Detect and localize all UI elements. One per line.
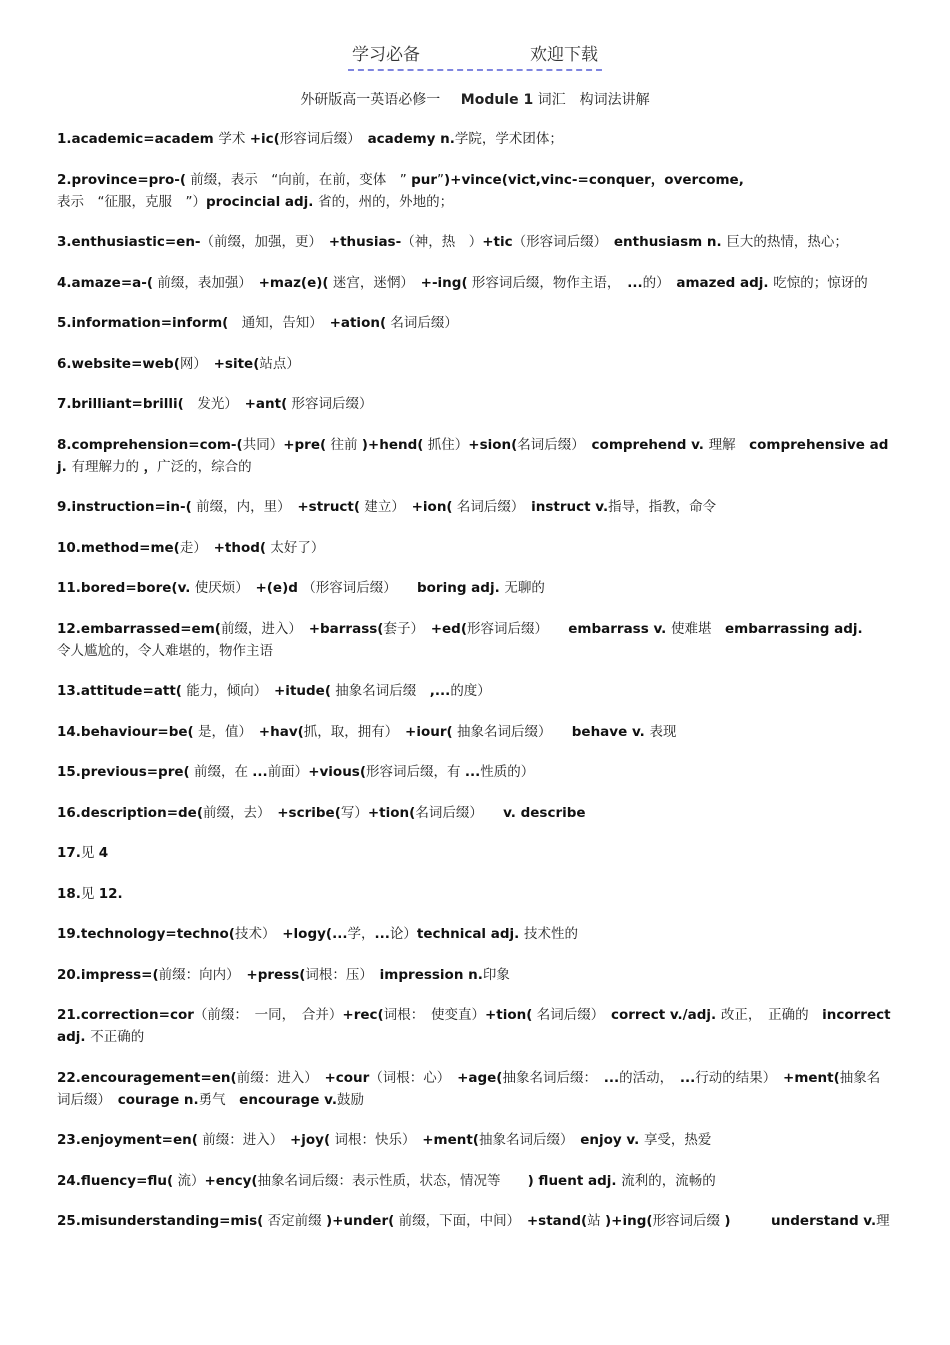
entry-term: 20.impress=( [57,966,159,983]
vocab-entry [57,1210,893,1232]
vocab-entry [57,923,893,945]
entry-gloss: 理 [876,1213,890,1229]
entry-gloss: 抽象名词后缀） [57,1069,881,1108]
entry-term: 24.fluency=flu( [57,1172,174,1189]
entry-term: impression n. [379,966,483,983]
entry-term: ) fluent adj. [527,1172,622,1189]
entry-term: ... [252,764,268,780]
entry-term: embarrassing adj. [725,620,868,637]
entry-gloss: ” [437,171,445,188]
entry-term: ) [724,1213,772,1229]
entry-gloss: 前缀，内，里） [191,499,298,515]
entry-gloss: 名词后缀） [386,315,458,331]
entry-term: )+vince(vict,vinc-=conquer，overcome, [444,171,744,188]
entry-term: +barrass( [308,620,384,637]
entry-gloss: 抓，取，拥有） [303,723,406,740]
entry-term: +ment( [783,1069,840,1086]
vocab-entry [57,272,893,294]
vocab-entry [57,618,893,662]
entry-term: +(e)d [255,580,298,596]
entry-term: 21.correction=cor [57,1007,194,1023]
entry-gloss: 抽象名词后缀： [502,1069,604,1086]
entry-term: +scribe( [277,804,341,821]
vocab-entry [57,496,893,518]
entry-term: 25.misunderstanding=mis( [57,1213,264,1229]
entry-term: enjoy v. [580,1132,644,1148]
entry-gloss: 抽象名词后缀 [331,683,430,699]
entry-gloss: 使厌烦） [190,580,256,596]
entry-gloss: 改正， 正确的 [720,1007,823,1023]
entry-term: 23.enjoyment=en( [57,1132,198,1148]
entry-term: 22.encouragement=en( [57,1069,237,1086]
vocab-entry [57,1129,893,1151]
entry-term: 7.brilliant=brilli( [57,396,184,412]
entry-term: instruct v. [531,499,609,515]
entry-gloss: 写） [340,804,368,821]
entry-gloss: 共同） [242,436,284,453]
entry-term: +itude( [274,683,331,699]
entry-term: boring adj. [416,580,505,596]
entry-term: 19.technology=techno( [57,926,235,942]
entry-gloss: 形容词后缀） [279,131,368,147]
entry-gloss: 名词后缀） [452,499,532,515]
entry-gloss: 形容词后缀，有 [366,764,465,780]
word-formation-list [57,128,893,1251]
entry-gloss: 印象 [482,966,510,983]
entry-term: 12.embarrassed=em( [57,620,221,637]
entry-gloss: 词根： 使变直） [383,1007,485,1023]
entry-term: 2.province=pro-( [57,171,186,188]
entry-gloss: 学， [347,926,375,942]
entry-gloss: 流） [173,1172,205,1189]
entry-gloss: 否定前缀 [263,1213,326,1229]
entry-gloss: 表示 “征服，克服 ”） [57,193,206,210]
entry-term: 4.amaze=a-( [57,274,154,291]
entry-gloss: 抓住） [423,436,469,453]
entry-gloss: 形容词后缀） [287,396,373,412]
entry-gloss: 见 [80,885,99,902]
entry-gloss: 抽象名词后缀） [478,1132,581,1148]
entry-term: +thusias- [328,234,402,250]
entry-gloss: 前缀，表加强） [153,274,259,291]
entry-gloss: 前缀：向内） [158,966,247,983]
entry-gloss: 使难堪 [671,620,725,637]
entry-term: ， [138,458,158,475]
entry-term: procincial adj. [206,193,319,210]
entry-gloss: 行动的结果） [695,1069,784,1086]
entry-term: +age( [457,1069,503,1086]
entry-gloss: （词根：心） [369,1069,458,1086]
entry-gloss: 指导，指教，命令 [608,499,717,515]
entry-gloss: 往前 [326,436,362,453]
vocab-entry [57,1004,893,1048]
entry-gloss: 前缀，去） [203,804,278,821]
entry-gloss: 是，值） [193,723,259,740]
entry-term: +pre( [283,436,327,453]
entry-term: )+under( [325,1213,395,1229]
entry-term: 4 [98,845,109,861]
header-underline [348,40,602,71]
entry-term: +ant( [244,396,288,412]
entry-term: +logy(... [282,926,348,942]
entry-term: amazed adj. [676,274,774,291]
entry-term: +ment( [422,1132,479,1148]
vocab-entry [57,434,893,478]
entry-gloss: 词根：快乐） [330,1132,423,1148]
entry-gloss: 无聊的 [504,580,545,596]
entry-term: 16.description=de( [57,804,203,821]
entry-gloss: 吃惊的；惊讶的 [773,274,868,291]
entry-term: 18. [57,885,81,902]
entry-term: +ency( [204,1172,258,1189]
entry-gloss: 学术 [218,131,250,147]
entry-term: 5.information=inform( [57,315,229,331]
entry-term: 1.academic=academ [57,131,219,147]
entry-term: 14.behaviour=be( [57,723,194,740]
entry-term: 10.method=me( [57,539,180,556]
entry-gloss: 建立） [360,499,412,515]
entry-gloss: 学院，学术团体； [454,131,563,147]
entry-gloss: 前缀，表示 “向前，在前，变体 ” [186,171,412,188]
entry-term: )+ing( [605,1213,653,1229]
header-right: 欢迎下载 [530,45,598,65]
entry-gloss: 抽象名词后缀） [452,723,572,740]
entry-term: +maz(e)( [258,274,329,291]
entry-term: +struct( [297,499,361,515]
vocab-entry [57,312,893,334]
entry-term: 17. [57,845,81,861]
header-left: 学习必备 [352,45,420,65]
entry-gloss: 网） [179,355,214,372]
vocab-entry [57,761,893,783]
entry-term: courage n. [117,1091,199,1108]
subtitle-suffix: 词汇 构词法讲解 [537,92,650,108]
entry-term: +iour( [405,723,453,740]
entry-term: ... [627,274,643,291]
entry-term: +site( [213,355,260,372]
entry-gloss: 名词后缀） [532,1007,611,1023]
entry-gloss: 见 [80,845,99,861]
entry-gloss: 词根：压） [305,966,380,983]
entry-term: +-ing( [420,274,468,291]
entry-term: embarrass v. [568,620,671,637]
entry-term: +tion( [484,1007,533,1023]
entry-term: +sion( [468,436,518,453]
entry-term: +ion( [411,499,453,515]
entry-term: 9.instruction=in-( [57,499,192,515]
entry-term: 13.attitude=att( [57,683,182,699]
entry-gloss: 形容词后缀 [652,1213,725,1229]
entry-term: technical adj. [416,926,524,942]
vocab-entry [57,802,893,824]
entry-gloss: 的活动， [619,1069,680,1086]
entry-term: incorrect adj. [57,1007,891,1045]
subtitle-module: Module 1 [460,92,534,108]
entry-gloss: 的） [642,274,677,291]
entry-term: +vious( [308,764,367,780]
entry-term: comprehensive adj. [57,436,889,475]
entry-term: +ation( [329,315,387,331]
entry-gloss: （前缀，加强，更） [200,234,329,250]
vocab-entry [57,883,893,905]
document-subtitle [0,89,950,109]
entry-term: 12. [98,885,123,902]
entry-term: 11.bored=bore(v. [57,580,191,596]
entry-gloss: 技术性的 [524,926,578,942]
entry-gloss: 论） [389,926,417,942]
entry-gloss: （形容词后缀） [297,580,417,596]
entry-gloss: 前缀：进入） [197,1132,290,1148]
entry-term: +press( [246,966,306,983]
vocab-entry [57,231,893,253]
entry-gloss: 前缀，进入） [220,620,309,637]
vocab-entry [57,393,893,415]
entry-gloss: 省的，州的，外地的； [318,193,454,210]
entry-term: comprehend v. [591,436,709,453]
entry-gloss: 广泛的，综合的 [157,458,252,475]
entry-gloss: 巨大的热情，热心； [726,234,848,250]
entry-term: behave v. [571,723,650,740]
entry-gloss: 享受，热爱 [643,1132,712,1148]
entry-term: +tic [482,234,513,250]
entry-term: +tion( [367,804,416,821]
entry-term: +thod( [213,539,267,556]
vocab-entry [57,842,893,864]
vocab-entry [57,1067,893,1111]
entry-gloss: 前缀，下面，中间） [394,1213,527,1229]
entry-term: +joy( [289,1132,331,1148]
entry-term: 6.website=web( [57,355,180,372]
entry-gloss: 形容词后缀，物作主语， [467,274,628,291]
entry-term: ... [464,764,481,780]
vocab-entry [57,537,893,559]
entry-gloss: 抽象名词后缀：表示性质，状态，情况等 [257,1172,528,1189]
entry-gloss: 性质的） [480,764,535,780]
entry-term: v. describe [503,804,586,821]
entry-gloss: （神，热 ） [401,234,483,250]
entry-term: +ic( [249,131,280,147]
page-header [0,40,950,71]
vocab-entry [57,128,893,150]
entry-gloss: （形容词后缀） [512,234,614,250]
entry-gloss: 技术） [234,926,283,942]
entry-gloss: 站 [587,1213,605,1229]
entry-gloss: 名词后缀） [517,436,592,453]
entry-gloss: 理解 [708,436,750,453]
vocab-entry [57,680,893,702]
entry-term: +stand( [526,1213,588,1229]
vocab-entry [57,721,893,743]
entry-term: enthusiasm n. [613,234,727,250]
entry-gloss: 发光） [183,396,245,412]
entry-gloss: 太好了） [266,539,325,556]
entry-gloss: 勇气 [198,1091,240,1108]
entry-gloss: 流利的，流畅的 [621,1172,716,1189]
entry-gloss: 形容词后缀） [467,620,569,637]
entry-term: ... [679,1069,696,1086]
entry-term: ... [603,1069,620,1086]
entry-gloss: 通知，告知） [228,315,330,331]
entry-term: correct v./adj. [610,1007,721,1023]
vocab-entry [57,169,893,213]
entry-gloss: 能力，倾向） [181,683,274,699]
entry-gloss: 套子） [383,620,431,637]
entry-gloss: 有理解力的 [71,458,139,475]
vocab-entry [57,964,893,986]
entry-gloss: 前缀：进入） [236,1069,325,1086]
entry-gloss: 令人尴尬的，令人难堪的，物作主语 [57,620,881,659]
entry-gloss: 表现 [649,723,677,740]
entry-gloss: 迷宫，迷惘） [328,274,421,291]
entry-term: +hav( [258,723,304,740]
entry-term: +rec( [342,1007,384,1023]
entry-gloss: 不正确的 [90,1029,145,1045]
entry-gloss: 前缀，在 [189,764,253,780]
entry-term: understand v. [771,1213,877,1229]
entry-gloss: 鼓励 [336,1091,364,1108]
entry-term: academy n. [367,131,455,147]
entry-gloss: 走） [179,539,214,556]
vocab-entry [57,353,893,375]
entry-term: ,... [429,683,451,699]
subtitle-prefix: 外研版高一英语必修一 [300,92,441,108]
entry-term: pur [411,171,438,188]
vocab-entry [57,577,893,599]
vocab-entry [57,1170,893,1192]
entry-term: +ed( [430,620,468,637]
entry-gloss: （前缀： 一同， 合并） [193,1007,343,1023]
entry-gloss: 名词后缀） [415,804,504,821]
entry-gloss: 站点） [259,355,300,372]
entry-term: 15.previous=pre( [57,764,190,780]
entry-term: 3.enthusiastic=en- [57,234,201,250]
entry-gloss: 的度） [450,683,491,699]
entry-gloss: 前面） [267,764,309,780]
entry-term: +cour [324,1069,370,1086]
entry-term: )+hend( [361,436,424,453]
entry-term: 8.comprehension=com-( [57,436,243,453]
entry-term: ... [374,926,390,942]
entry-term: encourage v. [239,1091,337,1108]
